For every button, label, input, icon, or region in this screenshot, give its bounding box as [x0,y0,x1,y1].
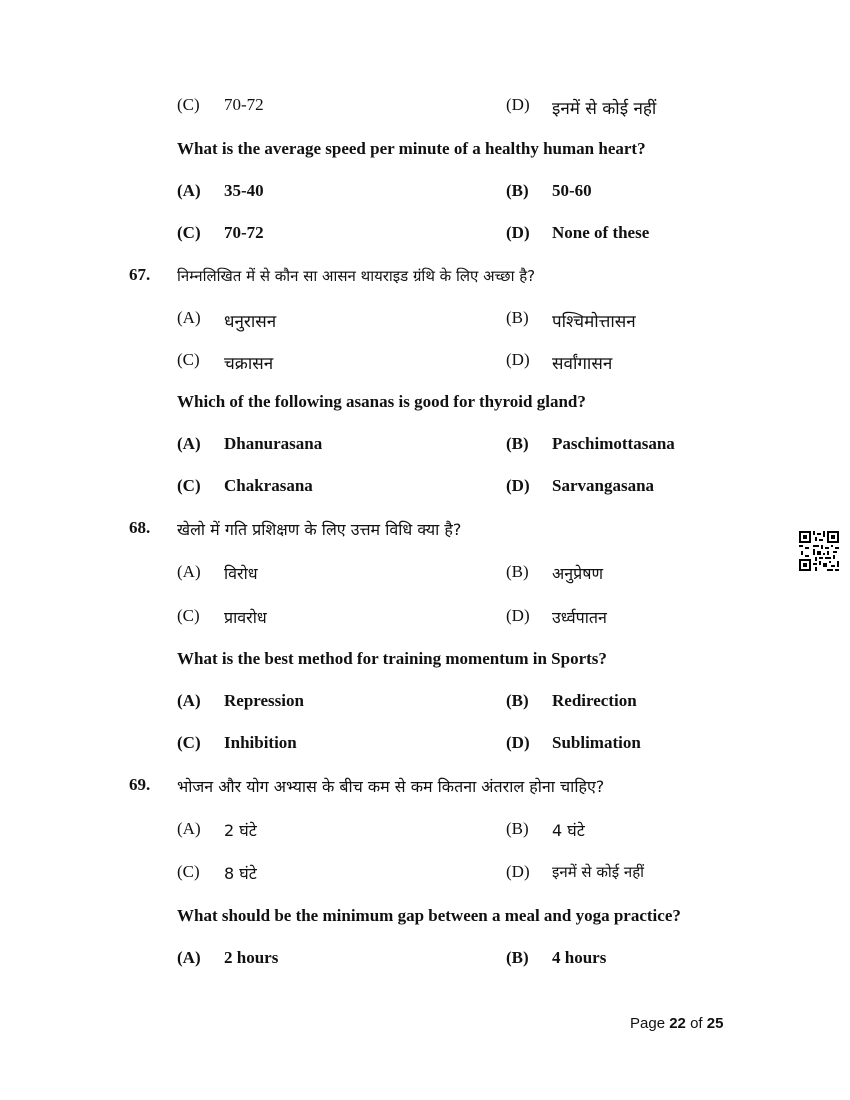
option-label: (D) [506,476,530,495]
option-text: इनमें से कोई नहीं [552,99,657,119]
option-text: उर्ध्वपातन [552,608,607,627]
question-text-en: What is the best method for training momentum in Sports? [177,649,607,668]
option-label: (A) [177,691,201,710]
option-label: (A) [177,562,201,581]
option-label: (C) [177,476,201,495]
option-text: अनुप्रेषण [552,564,604,583]
option-text: 4 घंटे [552,821,585,840]
qr-code-icon [799,531,839,571]
option-label: (B) [506,434,529,453]
page-footer [630,1015,723,1032]
question-text-hi: भोजन और योग अभ्यास के बीच कम से कम कितना अंतराल होना चाहिए? [177,777,605,796]
option-text: इनमें से कोई नहीं [552,863,645,881]
option-text: 2 घंटे [224,821,257,840]
option-label: (D) [506,862,530,881]
option-label: (B) [506,562,529,581]
option-text: 8 घंटे [224,864,257,883]
option-label: (D) [506,223,530,242]
question-text-en: What should be the minimum gap between a meal and yoga practice? [177,906,681,925]
option-text: 4 hours [552,948,607,967]
option-label: (A) [177,948,201,967]
option-text: प्रावरोध [224,608,267,627]
question-text-en: What is the average speed per minute of a healthy human heart? [177,139,646,158]
option-text: Repression [224,691,304,710]
option-text: पश्चिमोत्तासन [552,312,636,332]
option-text: Dhanurasana [224,434,323,453]
option-label: (C) [177,862,200,881]
option-label: (D) [506,95,530,114]
option-text: Chakrasana [224,476,313,495]
option-text: Sublimation [552,733,641,752]
option-label: (B) [506,948,529,967]
option-label: (C) [177,350,200,369]
option-text: चक्रासन [224,354,274,374]
option-text: 35-40 [224,181,264,200]
question-text-en: Which of the following asanas is good for thyroid gland? [177,392,586,411]
option-label: (B) [506,181,529,200]
page-word: Page [630,1015,666,1032]
option-label: (B) [506,691,529,710]
option-label: (A) [177,819,201,838]
option-label: (C) [177,733,201,752]
option-label: (C) [177,223,201,242]
option-label: (A) [177,308,201,327]
option-text: Redirection [552,691,637,710]
option-label: (B) [506,819,529,838]
option-text: Inhibition [224,733,297,752]
option-label: (D) [506,350,530,369]
option-label: (C) [177,606,200,625]
option-text: 70-72 [224,95,264,114]
current-page: 22 [669,1015,686,1032]
option-label: (D) [506,733,530,752]
option-text: 50-60 [552,181,592,200]
option-text: None of these [552,223,650,242]
option-text: 2 hours [224,948,279,967]
question-number: 67. [129,265,151,284]
option-text: Paschimottasana [552,434,675,453]
of-word: of [690,1015,703,1032]
option-label: (B) [506,308,529,327]
option-text: Sarvangasana [552,476,655,495]
option-label: (D) [506,606,530,625]
question-number: 68. [129,518,151,537]
option-label: (C) [177,95,200,114]
question-text-hi: खेलो में गति प्रशिक्षण के लिए उत्तम विधि क्या है? [177,520,462,539]
option-text: विरोध [224,564,258,583]
question-number: 69. [129,775,151,794]
option-label: (A) [177,181,201,200]
option-text: सर्वांगासन [552,354,613,374]
question-text-hi: निम्नलिखित में से कौन सा आसन थायराइड ग्रंथि के लिए अच्छा है? [177,267,536,285]
option-label: (A) [177,434,201,453]
option-text: धनुरासन [224,312,277,332]
total-pages: 25 [706,1015,724,1032]
option-text: 70-72 [224,223,264,242]
